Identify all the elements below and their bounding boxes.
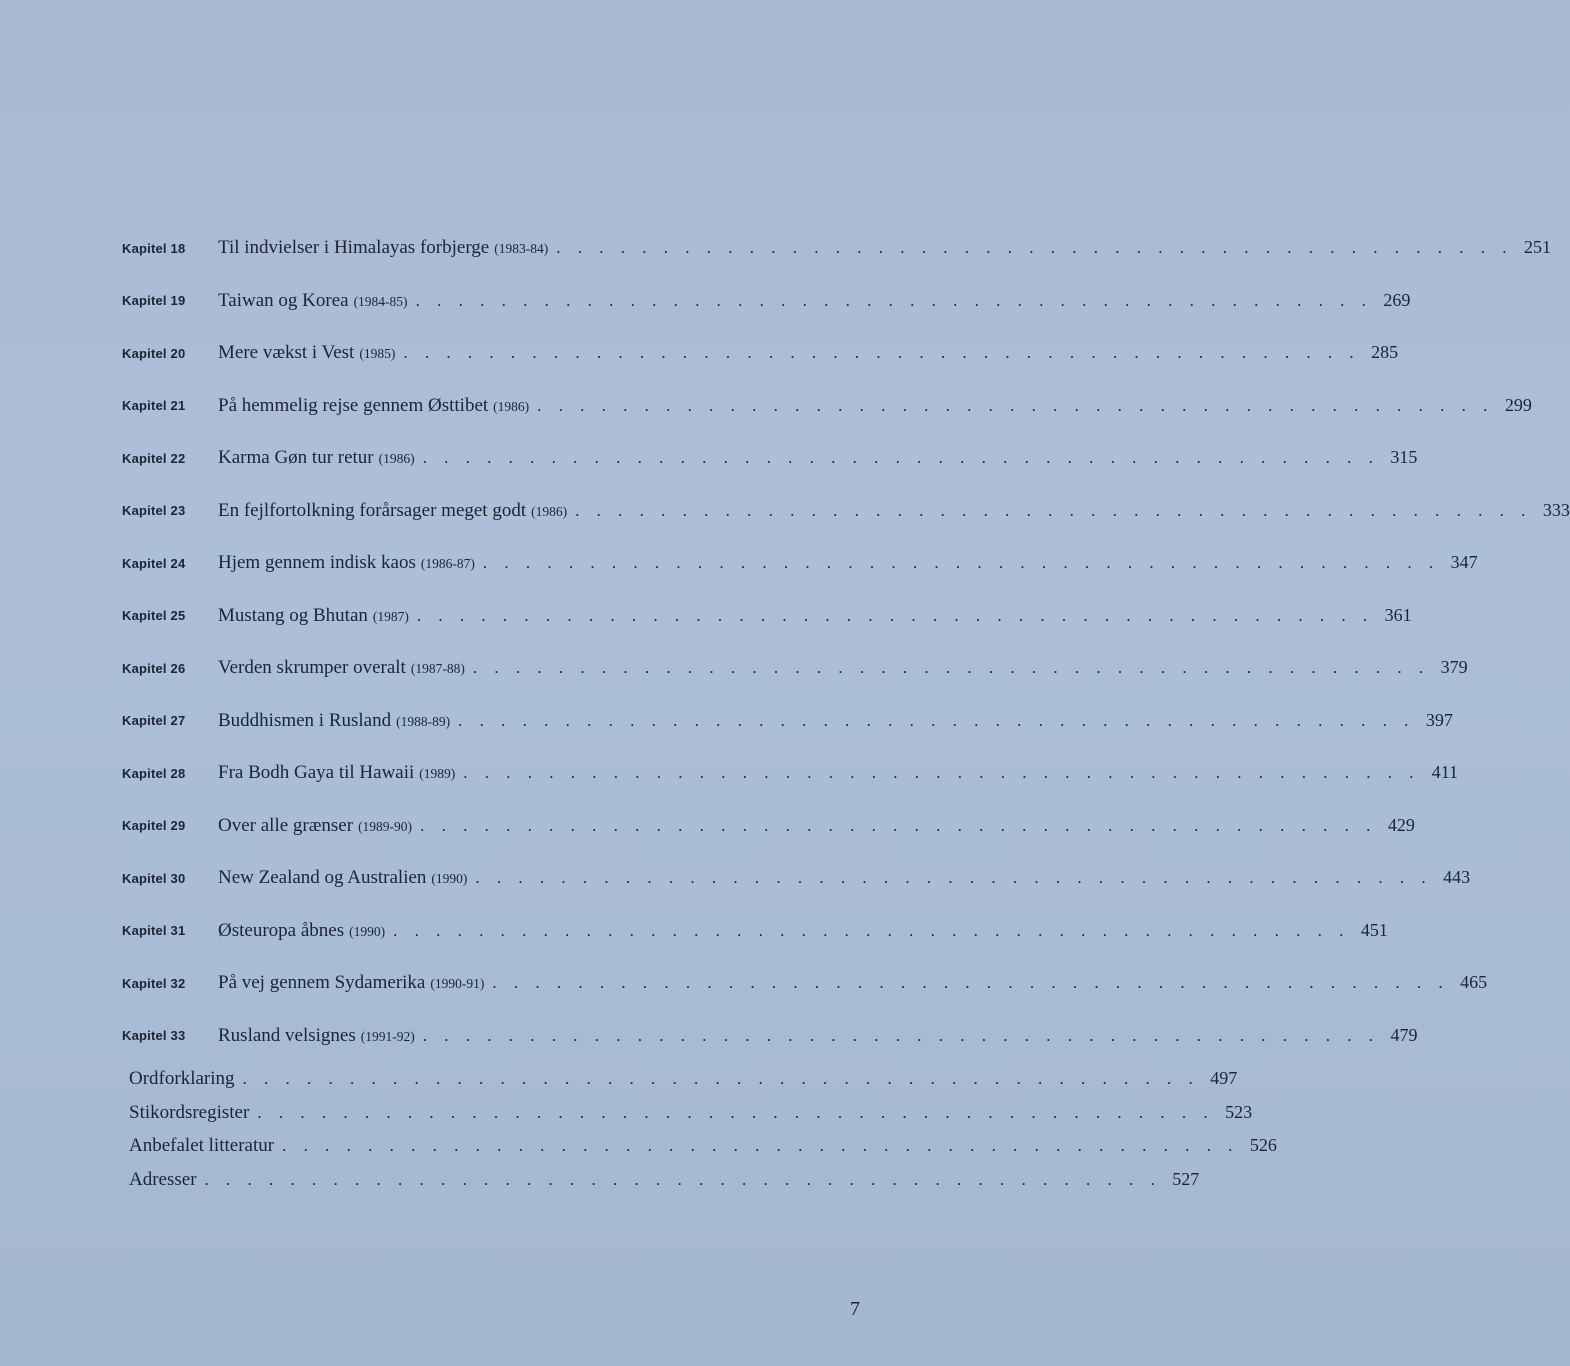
chapter-years: (1989-90) [358,818,413,834]
chapter-years: (1986-87) [420,556,475,572]
toc-chapter-row [122,590,1412,643]
chapter-number: Kapitel 33 [122,1028,186,1044]
leader-dots: . . . . . . . . . . . . . . . . . . . . . . . . . . . . . . . . . . . . . . . . . . . . . [482,553,1440,573]
chapter-number: Kapitel 23 [122,503,186,519]
leader-dots: . . . . . . . . . . . . . . . . . . . . . . . . . . . . . . . . . . . . . . . . . . . . . [282,1136,1239,1155]
chapter-title: Rusland velsignes [218,1024,356,1046]
chapter-number: Kapitel 21 [122,398,186,414]
chapter-title: På hemmelig rejse gennem Østtibet [218,394,489,416]
chapter-number: Kapitel 22 [122,450,186,466]
toc-chapter-row [122,800,1415,853]
chapter-number: Kapitel 18 [122,240,186,256]
chapter-page: 347 [1450,552,1478,573]
appendix-row [129,1168,1200,1203]
toc-chapter-row [122,695,1453,748]
chapter-page: 443 [1443,867,1471,888]
chapter-years: (1989) [419,766,456,782]
chapter-years: (1990) [349,923,386,939]
chapter-entry [218,342,1399,364]
chapter-years: (1984-85) [353,293,408,309]
chapter-page: 361 [1384,604,1412,625]
chapter-years: (1991-92) [360,1028,415,1044]
leader-dots: . . . . . . . . . . . . . . . . . . . . . . . . . . . . . . . . . . . . . . . . . . . . . [472,658,1430,678]
chapter-page: 465 [1460,972,1488,993]
appendix-title: Ordforklaring [129,1068,235,1089]
chapter-title: Buddhismen i Rusland [218,709,392,731]
leader-dots: . . . . . . . . . . . . . . . . . . . . . . . . . . . . . . . . . . . . . . . . . . . . . [204,1169,1162,1189]
appendix-row [129,1101,1253,1136]
toc-chapter-row [122,852,1471,905]
leader-dots: . . . . . . . . . . . . . . . . . . . . . . . . . . . . . . . . . . . . . . . . . . . . . [420,815,1377,835]
chapter-title: Hjem gennem indisk kaos [218,552,416,574]
appendix-title: Adresser [129,1168,197,1190]
chapter-years: (1990-91) [430,976,485,992]
chapter-page: 299 [1504,394,1532,415]
chapter-entry [218,289,1411,312]
toc-chapter-row [122,380,1532,433]
leader-dots: . . . . . . . . . . . . . . . . . . . . . . . . . . . . . . . . . . . . . . . . . . . . . [403,343,1361,363]
chapter-years: (1988-89) [396,713,451,729]
leader-dots: . . . . . . . . . . . . . . . . . . . . . . . . . . . . . . . . . . . . . . . . . . . . . [463,763,1421,783]
chapter-page: 429 [1387,814,1415,835]
chapter-page: 333 [1542,499,1570,520]
chapter-entry [218,1024,1418,1047]
toc-chapter-row [122,432,1418,485]
chapter-title: Over alle grænser [218,814,354,836]
chapter-title: Østeuropa åbnes [218,919,345,941]
chapter-years: (1986) [493,398,530,414]
chapter-number: Kapitel 29 [122,818,186,834]
leader-dots: . . . . . . . . . . . . . . . . . . . . . . . . . . . . . . . . . . . . . . . . . . . . . [393,920,1350,940]
leader-dots: . . . . . . . . . . . . . . . . . . . . . . . . . . . . . . . . . . . . . . . . . . . . . [458,710,1415,730]
appendix-page: 527 [1172,1168,1200,1189]
appendix-row [129,1135,1277,1169]
leader-dots: . . . . . . . . . . . . . . . . . . . . . . . . . . . . . . . . . . . . . . . . . . . . . [415,290,1373,310]
table-of-contents [122,222,1570,1062]
chapter-number: Kapitel 27 [122,713,186,729]
toc-chapter-row [122,642,1468,695]
chapter-page: 379 [1440,657,1468,678]
chapter-number: Kapitel 24 [122,555,186,571]
leader-dots: . . . . . . . . . . . . . . . . . . . . . . . . . . . . . . . . . . . . . . . . . . . . . [422,448,1380,468]
page-number: 7 [850,1298,860,1320]
chapter-title: På vej gennem Sydamerika [218,972,426,994]
chapter-title: Taiwan og Korea [218,289,349,311]
chapter-number: Kapitel 26 [122,660,186,676]
chapter-entry [218,762,1459,784]
chapter-entry [218,972,1488,994]
appendix-page: 523 [1225,1101,1253,1122]
chapter-entry [218,867,1471,889]
toc-chapter-row [122,485,1570,538]
chapter-number: Kapitel 30 [122,870,186,886]
toc-chapter-row [122,222,1551,275]
toc-chapter-row [122,1010,1418,1063]
chapter-page: 285 [1371,342,1399,363]
chapter-page: 479 [1390,1024,1418,1045]
chapter-title: En fejlfortolkning forårsager meget godt [218,499,527,521]
chapter-number: Kapitel 20 [122,345,186,361]
chapter-entry [218,394,1532,417]
chapter-entry [218,499,1570,522]
chapter-years: (1985) [359,346,396,362]
toc-chapter-row [122,747,1459,800]
chapter-entry [218,919,1388,942]
leader-dots: . . . . . . . . . . . . . . . . . . . . . . . . . . . . . . . . . . . . . . . . . . . . . [537,395,1494,415]
appendix-page: 526 [1249,1135,1277,1155]
chapter-entry [218,237,1551,259]
leader-dots: . . . . . . . . . . . . . . . . . . . . . . . . . . . . . . . . . . . . . . . . . . . . . [257,1102,1215,1122]
toc-chapter-row [122,905,1388,958]
toc-chapter-row [122,275,1411,328]
appendix-row [129,1068,1238,1102]
appendix-page: 497 [1210,1068,1238,1088]
chapter-entry [218,657,1468,679]
chapter-years: (1986) [531,503,568,519]
chapter-number: Kapitel 25 [122,608,186,624]
leader-dots: . . . . . . . . . . . . . . . . . . . . . . . . . . . . . . . . . . . . . . . . . . . . . [575,500,1532,520]
chapter-title: Verden skrumper overalt [218,657,406,679]
chapter-title: New Zealand og Australien [218,867,427,889]
chapter-title: Mere vækst i Vest [218,342,355,364]
chapter-years: (1983-84) [494,241,549,257]
chapter-number: Kapitel 28 [122,765,186,781]
chapter-title: Til indvielser i Himalayas forbjerge [218,237,490,259]
chapter-years: (1990) [431,871,468,887]
appendix-title: Anbefalet litteratur [129,1135,275,1156]
chapter-number: Kapitel 31 [122,923,186,939]
toc-chapter-row [122,537,1478,590]
chapter-page: 315 [1390,447,1418,468]
chapter-number: Kapitel 32 [122,975,186,991]
chapter-number: Kapitel 19 [122,293,186,309]
appendix-list [129,1068,1277,1202]
leader-dots: . . . . . . . . . . . . . . . . . . . . . . . . . . . . . . . . . . . . . . . . . . . . . [492,973,1450,993]
chapter-entry [218,604,1412,627]
chapter-page: 269 [1383,289,1411,310]
chapter-page: 411 [1431,762,1459,783]
leader-dots: . . . . . . . . . . . . . . . . . . . . . . . . . . . . . . . . . . . . . . . . . . . . . [416,605,1374,625]
toc-chapter-row [122,327,1399,380]
chapter-page: 397 [1425,709,1453,730]
chapter-entry [218,552,1478,574]
appendix-title: Stikordsregister [129,1101,250,1123]
chapter-years: (1987-88) [410,661,465,677]
chapter-page: 251 [1523,237,1551,258]
chapter-title: Karma Gøn tur retur [218,447,374,469]
leader-dots: . . . . . . . . . . . . . . . . . . . . . . . . . . . . . . . . . . . . . . . . . . . . . [475,868,1433,888]
chapter-entry [218,447,1418,469]
leader-dots: . . . . . . . . . . . . . . . . . . . . . . . . . . . . . . . . . . . . . . . . . . . . . [242,1069,1200,1088]
leader-dots: . . . . . . . . . . . . . . . . . . . . . . . . . . . . . . . . . . . . . . . . . . . . . [422,1025,1380,1045]
chapter-page: 451 [1360,919,1388,940]
chapter-title: Fra Bodh Gaya til Hawaii [218,762,415,784]
chapter-title: Mustang og Bhutan [218,604,368,626]
chapter-years: (1987) [372,608,409,624]
leader-dots: . . . . . . . . . . . . . . . . . . . . . . . . . . . . . . . . . . . . . . . . . . . . . [556,238,1513,258]
chapter-years: (1986) [378,451,415,467]
chapter-entry [218,709,1453,732]
chapter-entry [218,814,1415,837]
toc-chapter-row [122,957,1488,1010]
